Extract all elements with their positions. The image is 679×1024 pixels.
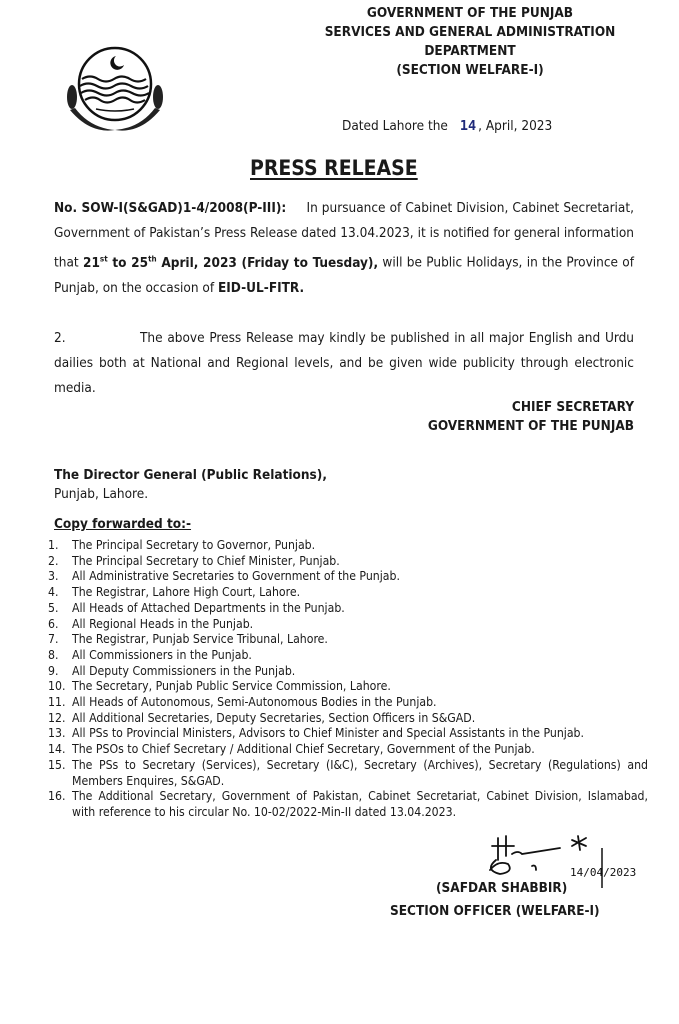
letterhead-line-4: (SECTION WELFARE-I) — [396, 62, 544, 78]
list-item-number: 3. — [48, 569, 59, 584]
list-item — [48, 695, 648, 711]
punjab-emblem-logo — [60, 42, 170, 138]
list-item-number: 11. — [48, 695, 66, 710]
list-item-number: 15. — [48, 757, 66, 772]
addressee-line-2: Punjab, Lahore. — [54, 486, 149, 502]
occasion-name: EID-UL-FITR. — [217, 279, 305, 296]
list-item — [48, 648, 648, 664]
list-item — [48, 758, 648, 789]
list-item-number: 1. — [48, 538, 59, 552]
list-item — [48, 789, 648, 820]
addressee-line-1: The Director General (Public Relations), — [54, 467, 327, 483]
list-item — [48, 664, 648, 680]
list-item-number: 8. — [48, 647, 59, 662]
list-item-number: 4. — [48, 585, 59, 600]
list-item-text: All Deputy Commissioners in the Punjab. — [72, 663, 296, 678]
letterhead-line-1: GOVERNMENT OF THE PUNJAB — [366, 5, 574, 21]
addressee — [54, 466, 327, 504]
paragraph-2-text: The above Press Release may kindly be published in all major English and Urdu dailies both at National and Regional levels, and be given wide publicity through electronic media. — [54, 330, 634, 396]
list-item-text: The Additional Secretary, Government of Pakistan, Cabinet Secretariat, Cabinet Division, Islamabad, with reference to his circular No. 10-02/2022-Min-II dated 13.04.2023. — [72, 789, 648, 819]
letterhead-line-2: SERVICES AND GENERAL ADMINISTRATION — [324, 24, 616, 40]
paragraph-2-number: 2. — [54, 330, 66, 346]
list-item — [48, 679, 648, 695]
chief-secretary-signature-block — [400, 398, 634, 436]
list-item-text: The Registrar, Punjab Service Tribunal, Lahore. — [72, 632, 328, 647]
list-item-text: The Principal Secretary to Chief Minister, Punjab. — [72, 553, 340, 568]
paragraph-2 — [54, 326, 634, 401]
officer-name: (SAFDAR SHABBIR) — [436, 880, 568, 896]
list-item — [48, 585, 648, 601]
list-item-number: 12. — [48, 710, 66, 725]
list-item — [48, 569, 648, 585]
signature-date: 14/04/2023 — [570, 866, 637, 879]
list-item-text: All Administrative Secretaries to Government of the Punjab. — [72, 569, 400, 584]
list-item-text: All Commissioners in the Punjab. — [72, 647, 252, 662]
holiday-dates: 21st to 25th April, 2023 (Friday to Tuesday), — [83, 254, 379, 271]
list-item-text: All Heads of Attached Departments in the Punjab. — [72, 600, 345, 615]
date-suffix: , April, 2023 — [478, 118, 553, 134]
list-item — [48, 617, 648, 633]
letterhead — [240, 4, 679, 80]
list-item — [48, 632, 648, 648]
list-item — [48, 726, 648, 742]
date-prefix: Dated Lahore the — [342, 118, 448, 134]
document-title: PRESS RELEASE — [250, 156, 418, 180]
list-item-text: The PSs to Secretary (Services), Secretary (I&C), Secretary (Archives), Secretary (Regulations) and Members Enquires, S&GAD. — [72, 757, 648, 788]
list-item — [48, 538, 648, 554]
list-item-text: The Secretary, Punjab Public Service Commission, Lahore. — [72, 679, 391, 694]
list-item-number: 13. — [48, 726, 66, 741]
list-item — [48, 742, 648, 758]
date-day-handwritten: 14 — [459, 118, 477, 134]
list-item — [48, 601, 648, 617]
list-item-number: 16. — [48, 789, 66, 804]
list-item-number: 2. — [48, 553, 59, 568]
signatory-org: GOVERNMENT OF THE PUNJAB — [427, 418, 634, 434]
copy-forwarded-heading: Copy forwarded to:- — [54, 516, 192, 532]
list-item — [48, 711, 648, 727]
paragraph-1 — [54, 196, 634, 301]
list-item-text: All Regional Heads in the Punjab. — [72, 616, 254, 631]
list-item-text: The PSOs to Chief Secretary / Additional Chief Secretary, Government of the Punjab. — [72, 742, 535, 757]
document-date — [342, 118, 552, 134]
list-item-text: All Additional Secretaries, Deputy Secretaries, Section Officers in S&GAD. — [72, 710, 476, 725]
list-item-text: The Registrar, Lahore High Court, Lahore. — [72, 585, 301, 600]
signatory-title: CHIEF SECRETARY — [511, 399, 634, 415]
list-item-text: All Heads of Autonomous, Semi-Autonomous Bodies in the Punjab. — [72, 695, 437, 710]
reference-number: No. SOW-I(S&GAD)1-4/2008(P-III): — [54, 200, 287, 216]
officer-designation: SECTION OFFICER (WELFARE-I) — [390, 903, 600, 919]
paragraph-1-text-b: will be Public Holidays, in the Province of Punjab, on the occasion of — [54, 254, 635, 296]
list-item-number: 9. — [48, 663, 59, 678]
letterhead-line-3: DEPARTMENT — [424, 43, 516, 59]
list-item — [48, 554, 648, 570]
paragraph-1-text-a: In pursuance of Cabinet Division, Cabinet Secretariat, Government of Pakistan’s Press Release dated 13.04.2023, it is notified for general information that — [54, 200, 634, 271]
list-item-number: 10. — [48, 679, 66, 694]
list-item-text: The Principal Secretary to Governor, Punjab. — [72, 538, 316, 552]
list-item-number: 7. — [48, 632, 59, 647]
list-item-number: 6. — [48, 616, 59, 631]
list-item-text: All PSs to Provincial Ministers, Advisors to Chief Minister and Special Assistants in the Punjab. — [72, 726, 585, 741]
copy-forwarded-list — [48, 538, 648, 821]
list-item-number: 5. — [48, 600, 59, 615]
list-item-number: 14. — [48, 742, 66, 757]
